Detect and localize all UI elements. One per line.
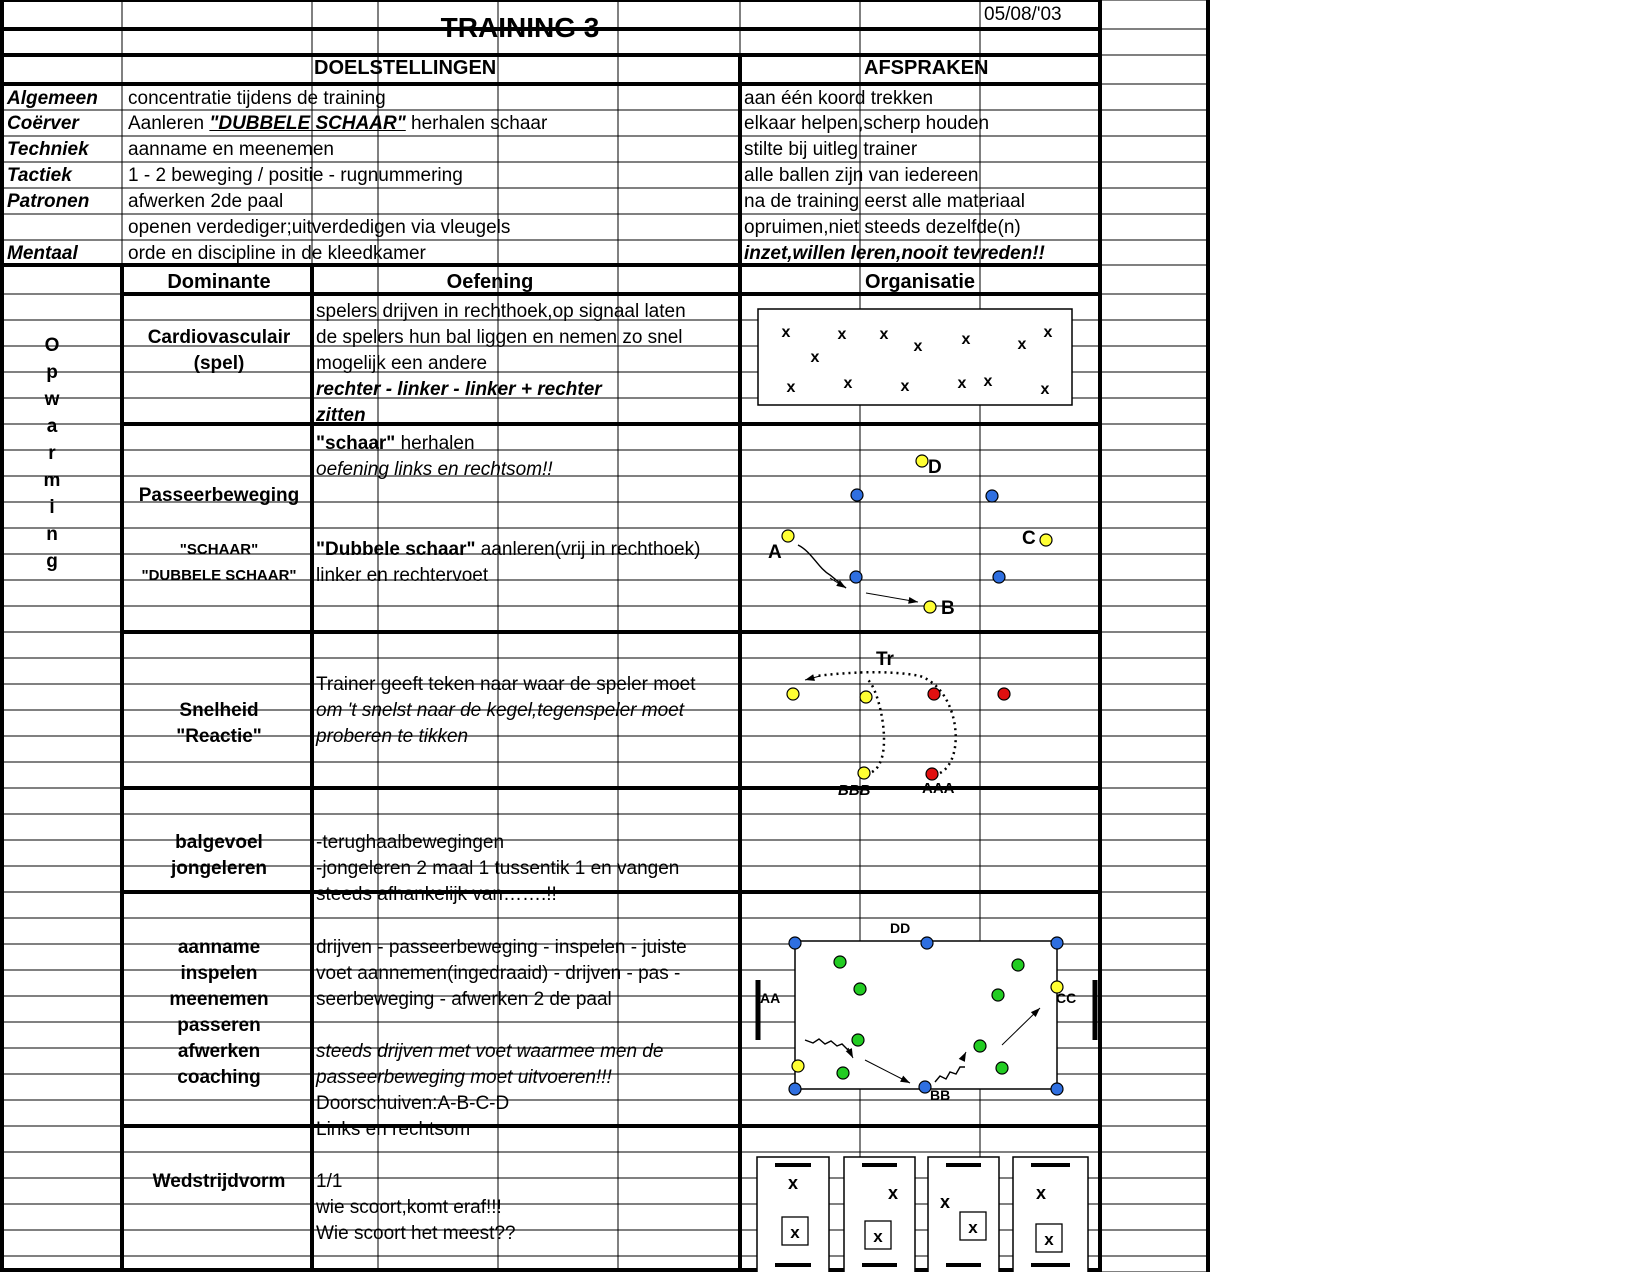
dominante-label: (spel): [193, 353, 245, 374]
x-mark: x: [957, 375, 967, 392]
diagram-panel: [844, 1157, 915, 1272]
oefening-line: steeds afhankelijk van…….!!: [316, 884, 557, 905]
dominante-label: meenemen: [169, 989, 269, 1010]
player-yellow: [1040, 534, 1052, 546]
cone-blue: [993, 571, 1005, 583]
x-mark: x: [879, 326, 889, 343]
oefening-line: Links en rechtsom: [316, 1119, 471, 1140]
oefening-rest: herhalen: [395, 433, 475, 454]
dominante-label: afwerken: [177, 1041, 261, 1062]
cone-blue: [1051, 937, 1063, 949]
x-mark: x: [1035, 1183, 1047, 1203]
coerver-prefix: Aanleren: [128, 113, 210, 134]
date-label: 05/08/'03: [984, 4, 1062, 25]
goal-label-patronen: Patronen: [7, 191, 90, 212]
opwarming-letter: O: [44, 335, 60, 356]
diagram-label-d: D: [928, 457, 942, 478]
coerver-suffix: herhalen schaar: [405, 113, 548, 134]
arrow-head: [908, 597, 918, 604]
dominante-label: aanname: [177, 937, 261, 958]
dominante-label: "DUBBELE SCHAAR": [141, 567, 297, 584]
diagram-label-dd: DD: [890, 920, 911, 936]
afspraak-item: inzet,willen leren,nooit tevreden!!: [744, 243, 1045, 264]
diagram-label-aaa: AAA: [922, 780, 955, 797]
column-dominante: Dominante: [167, 271, 271, 293]
oefening-line: seerbeweging - afwerken 2 de paal: [316, 989, 612, 1010]
oefening-line: [316, 539, 700, 561]
opwarming-letter: n: [46, 524, 58, 545]
column-organisatie: Organisatie: [864, 271, 976, 293]
header-doelstellingen: DOELSTELLINGEN: [314, 57, 497, 79]
coerver-highlight: "DUBBELE SCHAAR": [209, 113, 406, 134]
x-mark: x: [1044, 1230, 1054, 1249]
oefening-line: 1/1: [316, 1171, 343, 1192]
oefening-line: spelers drijven in rechthoek,op signaal laten: [316, 301, 686, 322]
cone-blue: [789, 1083, 801, 1095]
goal-text-tactiek: 1 - 2 beweging / positie - rugnummering: [128, 165, 463, 186]
player-red: [998, 688, 1010, 700]
oefening-line: wie scoort,komt eraf!!!: [316, 1197, 502, 1218]
x-mark: x: [1040, 381, 1050, 398]
diagram-label-bb: BB: [930, 1087, 951, 1103]
cone-blue: [851, 489, 863, 501]
player-yellow: [860, 691, 872, 703]
player-green: [834, 956, 846, 968]
cone-blue: [986, 490, 998, 502]
x-mark: x: [1043, 324, 1053, 341]
oefening-line: steeds drijven met voet waarmee men de: [316, 1041, 664, 1062]
opwarming-letter: w: [44, 389, 60, 410]
goal-text-patronen-2: openen verdediger;uitverdedigen via vleugels: [128, 217, 511, 238]
dominante-label: Cardiovasculair: [147, 327, 291, 348]
oefening-line: rechter - linker - linker + rechter: [316, 379, 602, 400]
cone-blue: [789, 937, 801, 949]
page-title: TRAINING 3: [440, 12, 600, 43]
opwarming-letter: r: [48, 443, 56, 464]
opwarming-letter: i: [49, 497, 55, 518]
opwarming-letter: g: [46, 551, 58, 572]
goal-text-mentaal: orde en discipline in de kleedkamer: [128, 243, 426, 264]
player-yellow: [924, 601, 936, 613]
oefening-line: drijven - passeerbeweging - inspelen - juiste: [316, 937, 687, 958]
cone-blue: [921, 937, 933, 949]
dominante-label: coaching: [177, 1067, 261, 1088]
goal-label-algemeen: Algemeen: [7, 88, 98, 109]
goal-label-mentaal: Mentaal: [7, 243, 78, 264]
player-green: [974, 1040, 986, 1052]
dominante-label: passeren: [177, 1015, 261, 1036]
oefening-line: om 't snelst naar de kegel,tegenspeler moet: [316, 700, 685, 721]
x-mark: x: [787, 1173, 799, 1193]
player-green: [1012, 959, 1024, 971]
player-green: [992, 989, 1004, 1001]
cone-blue: [1051, 1083, 1063, 1095]
diagram-label-a: A: [768, 542, 782, 563]
dominante-label: "Reactie": [176, 726, 262, 747]
opwarming-letter: p: [46, 362, 58, 383]
dominante-label: Snelheid: [179, 700, 259, 721]
diagram-label-aa: AA: [760, 990, 781, 1006]
x-mark: x: [887, 1183, 899, 1203]
x-mark: x: [786, 379, 796, 396]
reaction-run: [816, 672, 956, 773]
player-green: [854, 983, 866, 995]
oefening-line: -jongeleren 2 maal 1 tussentik 1 en vangen: [316, 858, 680, 879]
x-mark: x: [837, 326, 847, 343]
x-mark: x: [968, 1218, 978, 1237]
dominante-label: Wedstrijdvorm: [152, 1171, 286, 1192]
afspraak-item: alle ballen zijn van iedereen: [744, 165, 979, 186]
x-mark: x: [1017, 336, 1027, 353]
player-green: [852, 1034, 864, 1046]
oefening-line: mogelijk een andere: [316, 353, 488, 374]
dominante-label: Passeerbeweging: [138, 485, 300, 506]
goal-text-algemeen: concentratie tijdens de training: [128, 88, 386, 109]
afspraak-item: na de training eerst alle materiaal: [744, 191, 1025, 212]
oefening-line: passeerbeweging moet uitvoeren!!!: [316, 1067, 612, 1088]
x-mark: x: [983, 373, 993, 390]
oefening-line: proberen te tikken: [316, 726, 469, 747]
x-mark: x: [781, 324, 791, 341]
opwarming-letter: m: [43, 470, 61, 491]
x-mark: x: [961, 331, 971, 348]
oefening-line: zitten: [316, 405, 366, 426]
diagram-label-cc: CC: [1056, 990, 1077, 1006]
oefening-line: linker en rechtervoet: [316, 565, 489, 586]
oefening-bold: "Dubbele schaar": [316, 539, 476, 560]
goal-text-coerver: [128, 113, 547, 135]
player-yellow: [792, 1060, 804, 1072]
player-green: [837, 1067, 849, 1079]
afspraak-item: stilte bij uitleg trainer: [744, 139, 918, 160]
goal-text-patronen: afwerken 2de paal: [128, 191, 284, 212]
dribble-path: [798, 545, 846, 588]
player-yellow: [916, 455, 928, 467]
oefening-line: Trainer geeft teken naar waar de speler moet: [316, 674, 696, 695]
afspraak-item: elkaar helpen,scherp houden: [744, 113, 990, 134]
player-yellow: [858, 767, 870, 779]
goal-label-tactiek: Tactiek: [7, 165, 72, 186]
x-mark: x: [790, 1223, 800, 1242]
diagram-label-bbb: BBB: [838, 782, 871, 799]
oefening-line: [316, 433, 475, 455]
dominante-label: jongeleren: [170, 858, 268, 879]
diagram-label-b: B: [941, 598, 955, 619]
cone-blue: [850, 571, 862, 583]
player-yellow: [787, 688, 799, 700]
afspraak-item: aan één koord trekken: [744, 88, 934, 109]
goal-label-techniek: Techniek: [7, 139, 89, 160]
goal-text-techniek: aanname en meenemen: [128, 139, 334, 160]
oefening-bold: "schaar": [316, 433, 396, 454]
oefening-line: Wie scoort het meest??: [316, 1223, 516, 1244]
dominante-label: inspelen: [180, 963, 258, 984]
diagram-panel: [1013, 1157, 1088, 1272]
player-yellow: [782, 530, 794, 542]
oefening-line: -terughaalbewegingen: [316, 832, 505, 853]
x-mark: x: [873, 1227, 883, 1246]
diagram-label-tr: Tr: [876, 649, 894, 670]
header-afspraken: AFSPRAKEN: [864, 57, 989, 79]
oefening-line: oefening links en rechtsom!!: [316, 459, 553, 480]
oefening-line: Doorschuiven:A-B-C-D: [316, 1093, 510, 1114]
oefening-line: voet aannemen(ingedraaid) - drijven - pas -: [316, 963, 681, 984]
diagram-panel: [758, 309, 1072, 405]
player-green: [996, 1062, 1008, 1074]
x-mark: x: [810, 349, 820, 366]
x-mark: x: [939, 1192, 951, 1212]
dominante-label: "SCHAAR": [179, 541, 259, 558]
diagram-label-c: C: [1022, 528, 1036, 549]
column-oefening: Oefening: [446, 271, 534, 293]
player-red: [926, 768, 938, 780]
goal-label-coerver: Coërver: [7, 113, 79, 134]
x-mark: x: [900, 378, 910, 395]
player-red: [928, 688, 940, 700]
oefening-line: de spelers hun bal liggen en nemen zo snel: [316, 327, 683, 348]
arrow-head: [805, 674, 815, 681]
oefening-rest: aanleren(vrij in rechthoek): [475, 539, 701, 560]
dominante-label: balgevoel: [175, 832, 263, 853]
x-mark: x: [913, 338, 923, 355]
opwarming-letter: a: [46, 416, 58, 437]
afspraak-item: opruimen,niet steeds dezelfde(n): [744, 217, 1021, 238]
x-mark: x: [843, 375, 853, 392]
